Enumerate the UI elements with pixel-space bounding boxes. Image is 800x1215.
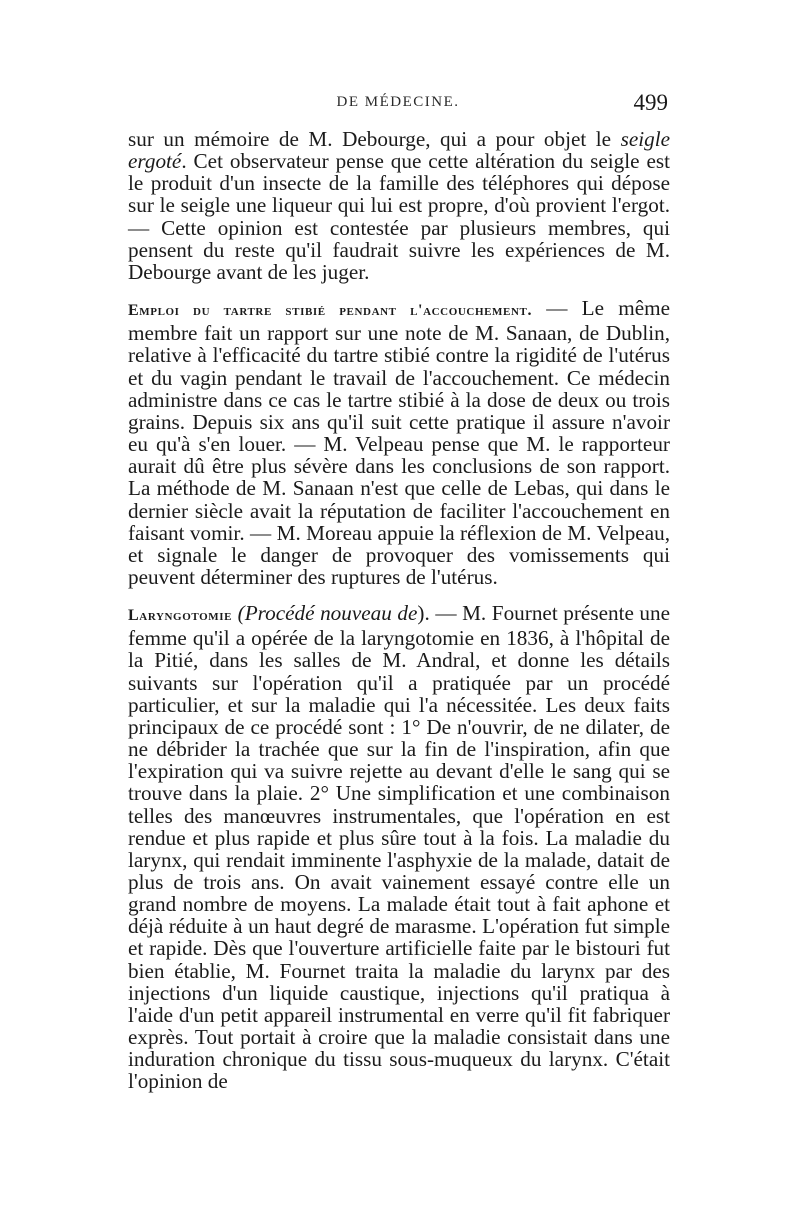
paragraph-tartre-stibie bbox=[128, 297, 670, 588]
body-text bbox=[128, 128, 670, 1097]
running-head: DE MÉDECINE. bbox=[336, 94, 460, 110]
page-number: 499 bbox=[633, 90, 668, 115]
section-heading: Emploi du tartre stibié pendant l'accouchement. bbox=[128, 302, 533, 320]
page-header bbox=[128, 92, 668, 120]
paragraph-seigle-ergote bbox=[128, 128, 670, 283]
paragraph-text: — Le même membre fait un rapport sur une note de M. Sanaan, de Dublin, relative à l'efficacité du tartre stibié contre la rigidité de l'utérus et du vagin pendant le travail de l'accouchement. Ce médecin administre dans ce cas le tartre stibié à la dose de deux ou trois grains. Depuis six ans qu'il suit cette pratique il assure n'avoir eu qu'à s'en louer. — M. Velpeau pense que M. le rapporteur aurait dû être plus sévère dans les conclusions de son rapport. La méthode de M. Sanaan n'est que celle de Lebas, qui dans le dernier siècle avait la réputation de faciliter l'accouchement en faisant vomir. — M. Moreau appuie la réflexion de M. Velpeau, et signale le danger de provoquer des vomissements qui peuvent déterminer des ruptures de l'utérus. bbox=[128, 296, 670, 589]
paragraph-laryngotomie bbox=[128, 602, 670, 1092]
italic-subheading: (Procédé nouveau de bbox=[237, 601, 418, 626]
paragraph-text: . Cet observateur pense que cette altération du seigle est le produit d'un insecte de la famille des téléphores qui dépose sur le seigle une liqueur qui lui est propre, d'où provient l'ergot. — Cette opinion est contestée par plusieurs membres, qui pensent du reste qu'il faudrait suivre les expériences de M. Debourge avant de les juger. bbox=[128, 149, 670, 284]
paragraph-text: ). — M. Fournet présente une femme qu'il a opérée de la laryngotomie en 1836, à l'hôpital de la Pitié, dans les salles de M. Andral, et donne les détails suivants sur l'opération qu'il a pratiquée par un procédé particulier, et sur la maladie qui l'a nécessitée. Les deux faits principaux de ce procédé sont : 1° De n'ouvrir, de ne dilater, de ne débrider la trachée que sur la fin de l'inspiration, afin que l'expiration qui va suivre rejette au devant d'elle le sang qui se trouve dans la plaie. 2° Une simplification et une combinaison telles des manœuvres instrumentales, que l'opération en est rendue et plus rapide et plus sûre tout à la fois. La maladie du larynx, qui rendait imminente l'asphyxie de la malade, datait de plus de trois ans. On avait vainement essayé contre elle un grand nombre de moyens. La malade était tout à fait aphone et déjà réduite à un haut degré de marasme. L'opération fut simple et rapide. Dès que l'ouverture artificielle faite par le bistouri fut bien établie, M. Fournet traita la maladie du larynx par des injections d'un liquide caustique, injections qu'il pratiqua à l'aide d'un petit appareil instrumental en verre qu'il fit fabriquer exprès. Tout portait à croire que la maladie consistait dans une induration chronique du tissu sous-muqueux du larynx. C'était l'opinion de bbox=[128, 601, 671, 1094]
paragraph-text: sur un mémoire de M. Debourge, qui a pour objet le bbox=[128, 127, 621, 151]
italic-term: seigle ergoté bbox=[128, 127, 670, 174]
section-heading: Laryngotomie bbox=[128, 607, 233, 625]
